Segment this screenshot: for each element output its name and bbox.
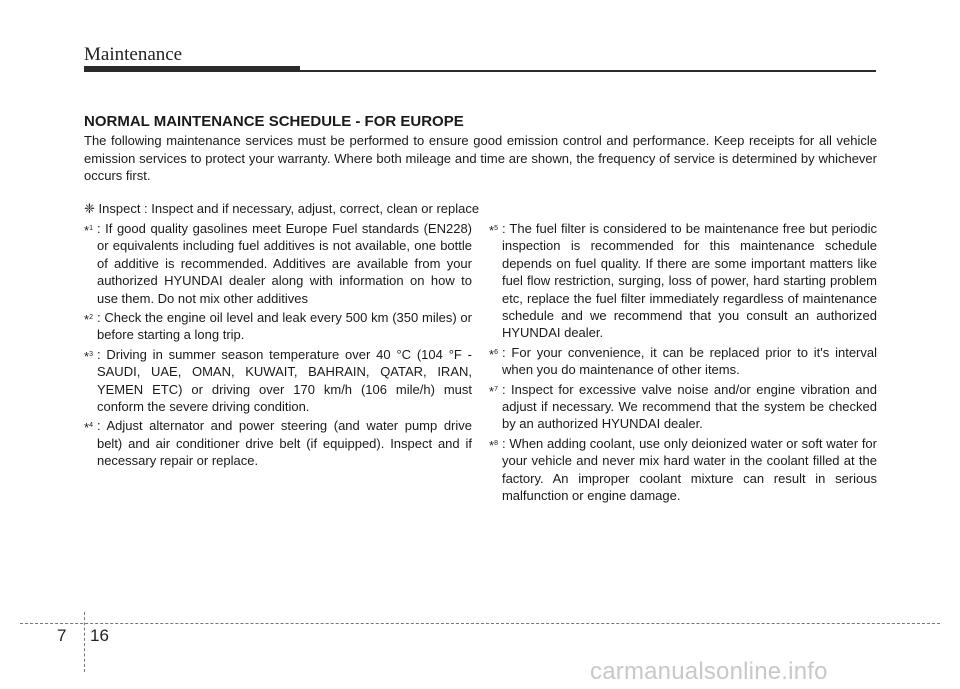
intro-paragraph: The following maintenance services must be performed to ensure good emission control and performance. Keep receipts for all vehicle emission services to protect your warranty. Where both mileage and time are shown, the frequency of service is determined by whichever occurs first. xyxy=(84,133,877,183)
footnote xyxy=(489,344,877,379)
footnote xyxy=(84,417,472,469)
footnote xyxy=(489,381,877,433)
footnote-text: : When adding coolant, use only deionized water or soft water for your vehicle and never mix hard water in the coolant filled at the factory. An improper coolant mixture can result in serious malfunction or engine damage. xyxy=(501,435,877,504)
watermark: carmanualsonline.info xyxy=(590,658,828,685)
footnote-text: : Driving in summer season temperature over 40 °C (104 °F - SAUDI, UAE, OMAN, KUWAIT, BAHRAIN, QATAR, IRAN, YEMEN ETC) or driving over 170 km/h (106 mile/h) must conform the severe driving condition. xyxy=(96,346,472,415)
footer-dashed-divider xyxy=(84,612,85,672)
footnote xyxy=(84,309,472,344)
footnote-text: : If good quality gasolines meet Europe Fuel standards (EN228) or equivalents including fuel additives is not available, one bottle of additive is recommended. Additives are available from your authorized HYUNDAI dealer along with information on how to use them. Do not mix other additives xyxy=(96,221,472,306)
footnote xyxy=(489,220,877,342)
notes-right-column xyxy=(489,220,877,505)
footnote-marker: *$^7$ xyxy=(489,383,498,399)
footnote xyxy=(84,220,472,307)
footnote-marker: *$^3$ xyxy=(84,348,93,364)
footnote-marker: *$^2$ xyxy=(84,312,93,328)
inspect-symbol-icon: ❈ xyxy=(84,201,95,216)
footnote-marker: *$^6$ xyxy=(489,346,498,362)
footnote-text: : For your convenience, it can be replaced prior to it's interval when you do maintenance of other items. xyxy=(501,344,877,378)
footnote xyxy=(489,435,877,505)
header-bar-thick xyxy=(84,66,300,72)
footnote-text: : Check the engine oil level and leak every 500 km (350 miles) or before starting a long trip. xyxy=(96,310,472,343)
page-header-title: Maintenance xyxy=(84,44,183,65)
section-title: NORMAL MAINTENANCE SCHEDULE - FOR EUROPE xyxy=(84,113,464,130)
page-number: 16 xyxy=(90,626,109,645)
header-bar-thin xyxy=(300,70,876,72)
footnote-text: : The fuel filter is considered to be maintenance free but periodic inspection is recommended for this maintenance schedule depends on fuel quality. If there are some important matters like fuel flow restriction, surging, loss of power, hard starting problem etc, replace the fuel filter immediately regardless of maintenance schedule and we recommend that you consult an authorized HYUNDAI dealer. xyxy=(501,221,877,341)
footnote xyxy=(84,346,472,416)
footnote-text: : Adjust alternator and power steering (and water pump drive belt) and air conditioner drive belt (if equipped). Inspect and if necessary repair or replace. xyxy=(96,418,472,469)
footnote-marker: *$^1$ xyxy=(84,223,93,238)
inspect-text: Inspect : Inspect and if necessary, adjust, correct, clean or replace xyxy=(94,201,480,216)
footnote-marker: *$^8$ xyxy=(489,437,498,453)
notes-left-column xyxy=(84,220,472,470)
footnote-marker: *$^4$ xyxy=(84,420,93,436)
footnote-text: : Inspect for excessive valve noise and/or engine vibration and adjust if necessary. We recommend that the system be checked by an authorized HYUNDAI dealer. xyxy=(501,381,877,432)
footnote-marker: *$^5$ xyxy=(489,223,498,238)
page-chapter-number: 7 xyxy=(57,626,67,645)
footer-dashed-line xyxy=(20,623,940,624)
inspect-legend xyxy=(84,200,877,217)
